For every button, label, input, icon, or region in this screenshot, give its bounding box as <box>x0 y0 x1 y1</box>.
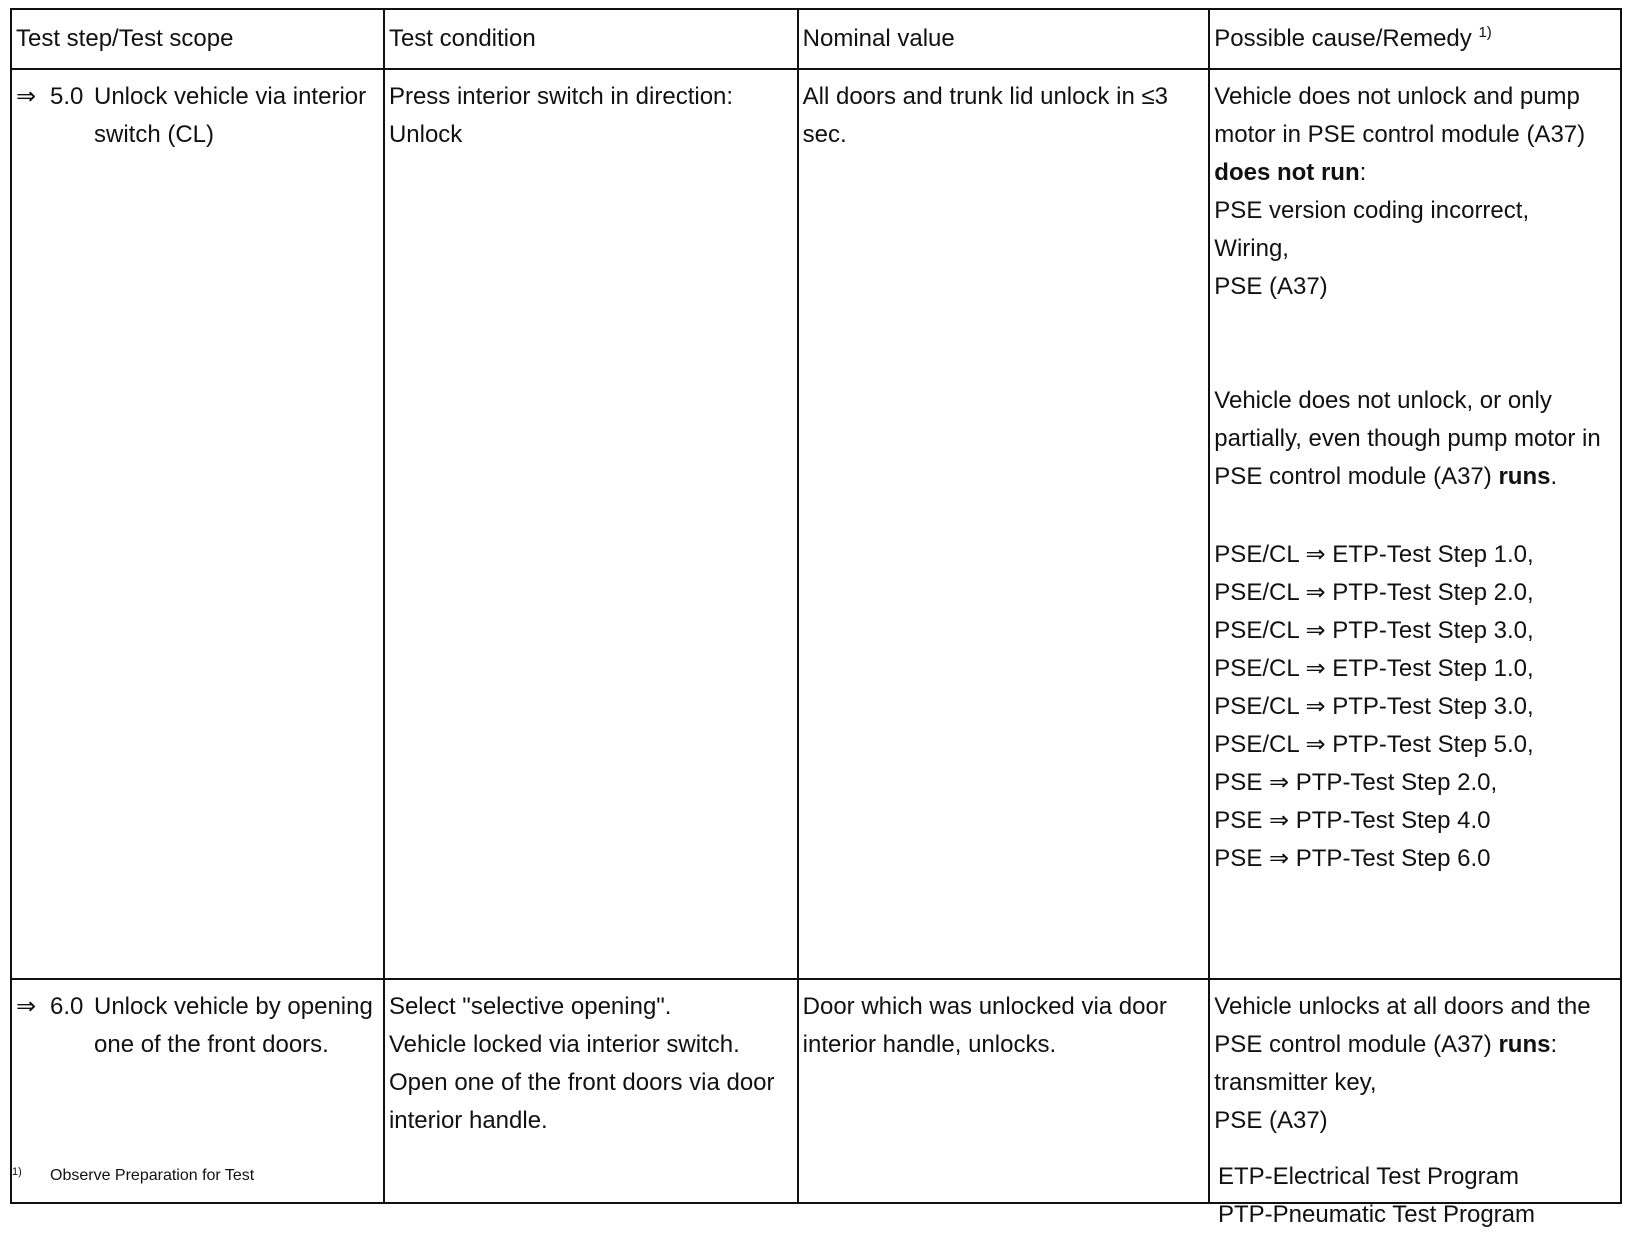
cause-item: PSE version coding incorrect, <box>1214 197 1530 224</box>
cause-emphasis: runs <box>1498 463 1551 490</box>
cause-paragraph: Vehicle unlocks at all doors and the PSE control module (A37) runs: <box>1214 993 1591 1058</box>
step-arrow-icon: ⇒ <box>16 993 37 1020</box>
table-header-row <box>11 9 1621 69</box>
remedy-reference: PSE/CL ⇒ ETP-Test Step 1.0, <box>1214 655 1534 682</box>
footnote-ref: 1) <box>1478 24 1492 41</box>
header-test-step: Test step/Test scope <box>11 9 384 69</box>
test-condition-cell: Press interior switch in direction: Unlock <box>384 69 798 979</box>
condition-line: Select "selective opening". <box>388 993 672 1020</box>
footnote-text: Observe Preparation for Test <box>50 1167 255 1184</box>
cause-item: PSE (A37) <box>1214 1107 1328 1134</box>
table-row <box>11 69 1621 979</box>
remedy-reference: PSE/CL ⇒ PTP-Test Step 3.0, <box>1214 693 1534 720</box>
nominal-value-cell: All doors and trunk lid unlock in ≤3 sec. <box>798 69 1210 979</box>
test-step-cell <box>11 69 384 979</box>
remedy-reference: PSE/CL ⇒ ETP-Test Step 1.0, <box>1214 541 1534 568</box>
condition-line: Open one of the front doors via door interior handle. <box>388 1069 775 1134</box>
nominal-value-cell: Door which was unlocked via door interior handle, unlocks. <box>798 979 1210 1203</box>
step-arrow-icon: ⇒ <box>16 83 37 110</box>
test-procedure-page <box>10 8 1622 1204</box>
legend-ptp: PTP-Pneumatic Test Program <box>1218 1201 1536 1228</box>
remedy-reference: PSE/CL ⇒ PTP-Test Step 5.0, <box>1214 731 1534 758</box>
cause-emphasis: does not run <box>1214 159 1360 186</box>
header-possible-cause <box>1209 9 1621 69</box>
header-nominal-value: Nominal value <box>798 9 1210 69</box>
step-number: 5.0 <box>50 83 84 110</box>
test-condition-cell <box>384 979 798 1203</box>
test-table <box>10 8 1622 1204</box>
header-possible-cause-label: Possible cause/Remedy <box>1214 25 1472 52</box>
cause-item: transmitter key, <box>1214 1069 1377 1096</box>
footnote-mark: 1) <box>12 1166 22 1178</box>
cause-paragraph: Vehicle does not unlock, or only partially, even though pump motor in PSE control module (A37) runs. <box>1214 387 1601 490</box>
condition-line: Vehicle locked via interior switch. <box>388 1031 740 1058</box>
abbreviation-legend <box>1218 1158 1535 1234</box>
remedy-reference: PSE ⇒ PTP-Test Step 4.0 <box>1214 807 1491 834</box>
remedy-reference: PSE/CL ⇒ PTP-Test Step 2.0, <box>1214 579 1534 606</box>
cause-item: PSE (A37) <box>1214 273 1328 300</box>
step-number: 6.0 <box>50 993 84 1020</box>
remedy-reference: PSE/CL ⇒ PTP-Test Step 3.0, <box>1214 617 1534 644</box>
header-test-condition: Test condition <box>384 9 798 69</box>
remedy-reference: PSE ⇒ PTP-Test Step 2.0, <box>1214 769 1498 796</box>
cause-emphasis: runs <box>1498 1031 1551 1058</box>
legend-etp: ETP-Electrical Test Program <box>1218 1163 1519 1190</box>
cause-paragraph: Vehicle does not unlock and pump motor in PSE control module (A37) does not run: <box>1214 83 1586 186</box>
remedy-reference: PSE ⇒ PTP-Test Step 6.0 <box>1214 845 1491 872</box>
footnote <box>12 1162 254 1186</box>
possible-cause-cell <box>1209 69 1621 979</box>
step-scope: Unlock vehicle via interior switch (CL) <box>94 83 367 148</box>
cause-item: Wiring, <box>1214 235 1289 262</box>
step-scope: Unlock vehicle by opening one of the front doors. <box>94 993 373 1058</box>
